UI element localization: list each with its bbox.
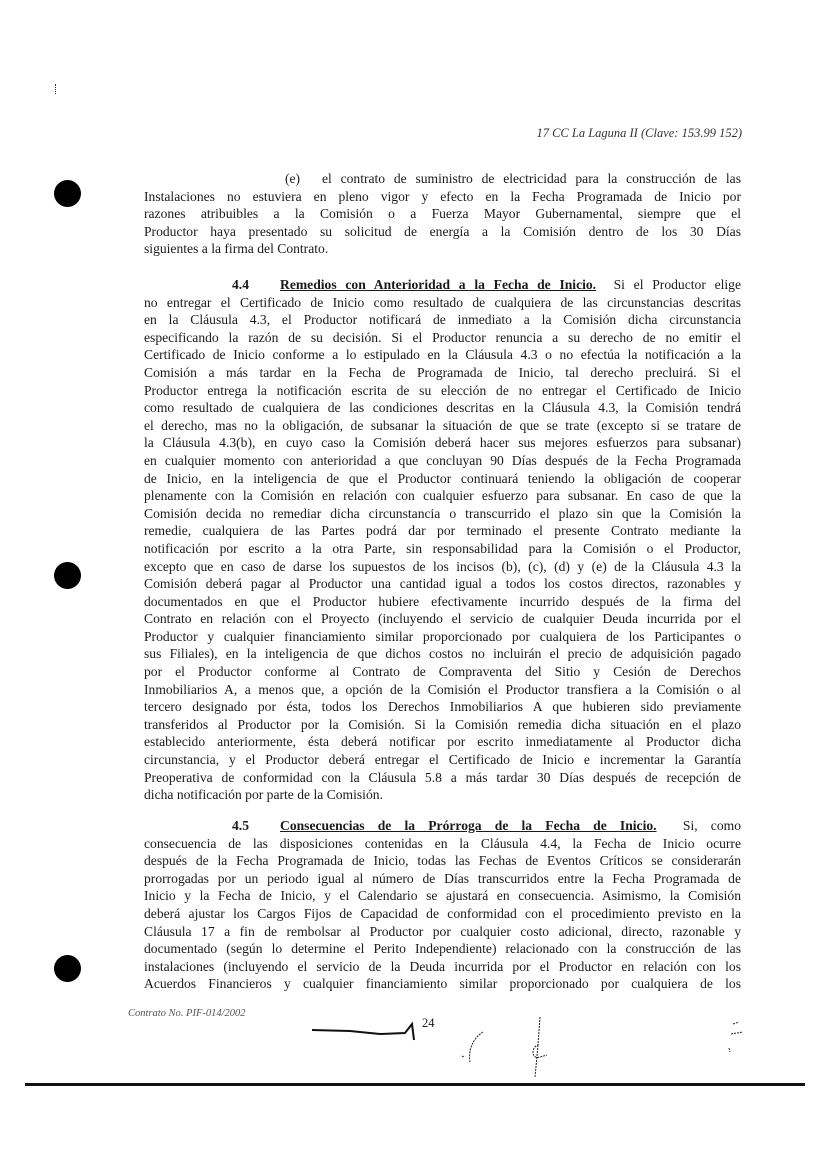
section-4-5-first-line: 4.5 Consecuencias de la Prórroga de la Fecha de Inicio. Si, como — [232, 818, 742, 833]
bottom-rule — [25, 1083, 805, 1086]
section-4-5-number: 4.5 — [232, 818, 249, 833]
section-4-5-line: documentado (según lo determine el Perito Independiente) relacionado con la construcción de las — [144, 941, 741, 957]
clause-e-line: razones atribuibles a la Comisión o a Fuerza Mayor Gubernamental, siempre que el — [144, 206, 741, 222]
section-4-4-line: Certificado de Inicio conforme a lo estipulado en la Cláusula 4.3 o no efectúa la notificación a la — [144, 347, 741, 363]
contract-number: Contrato No. PIF-014/2002 — [128, 1008, 246, 1019]
page-number: 24 — [422, 1016, 435, 1030]
initial-signature-3 — [525, 1015, 555, 1080]
section-4-4-line: Comisión decida no remediar dicha circunstancia o transcurrido el plazo sin que la Comisión la — [144, 505, 741, 521]
section-4-4-line: plenamente con la Comisión en relación con cualquier esfuerzo para subsanar. En caso de que la — [144, 488, 741, 504]
clause-e-line: Productor haya presentado su solicitud de energía a la Comisión dentro de los 30 Días — [144, 223, 741, 239]
section-4-4-line: especificando la razón de su decisión. Si el Productor renuncia a su derecho de no emitir el — [144, 329, 741, 345]
section-4-4-number: 4.4 — [232, 277, 249, 292]
clause-e-line-1: (e) el contrato de suministro de electricidad para la construcción de las — [285, 171, 741, 186]
section-4-5-heading: Consecuencias de la Prórroga de la Fecha de Inicio. — [280, 818, 657, 833]
section-4-4-line: Comisión a más tardar en la Fecha de Programada de Inicio, tal derecho precluirá. Si el — [144, 364, 741, 380]
section-4-4-line: documentados en que el Productor hubiere efectivamente incurrido después de la firma del — [144, 593, 741, 609]
document-reference-header: 17 CC La Laguna II (Clave: 153.99 152) — [536, 126, 742, 140]
section-4-4-line: Productor entrega la notificación escrita de su elección de no entregar el Certificado de Inicio — [144, 382, 741, 398]
punch-hole-middle — [54, 562, 81, 589]
section-4-5-line: deberá ajustar los Cargos Fijos de Capacidad de conformidad con el procedimiento previsto en la — [144, 905, 741, 921]
section-4-4-first-line: 4.4 Remedios con Anterioridad a la Fecha de Inicio. Si el Productor elige — [232, 277, 742, 292]
section-4-4-line: Preoperativa de conformidad con la Cláusula 5.8 a más tardar 30 Días después de recepción de — [144, 769, 741, 785]
section-4-4-line: excepto que en caso de darse los supuestos de los incisos (b), (c), (d) y (e) de la Cláusula 4.3 la — [144, 558, 741, 574]
clause-e-line: Instalaciones no estuviera en pleno vigor y efecto en la Fecha Programada de Inicio por — [144, 188, 741, 204]
section-4-4-line: sus Filiales), en la inteligencia de que dichos costos no incluirán el precio de adquisición pagado — [144, 646, 741, 662]
section-4-4-line: Contrato en relación con el Proyecto (incluyendo el servicio de cualquier Deuda incurrida por el — [144, 611, 741, 627]
scan-speck — [55, 84, 57, 94]
section-4-4-line: la Cláusula 4.3(b), en cuyo caso la Comisión deberá hacer sus mejores esfuerzos para subsanar) — [144, 435, 741, 451]
section-4-4 — [144, 276, 741, 804]
section-4-4-line: el derecho, mas no la obligación, de subsanar la situación de que se trate (excepto si se tratare de — [144, 417, 741, 433]
section-4-5-line: consecuencia de las disposiciones contenidas en la Cláusula 4.4, la Fecha de Inicio ocurre — [144, 835, 741, 851]
punch-hole-top — [54, 180, 81, 207]
section-4-4-line: Comisión deberá pagar al Productor una cantidad igual a todos los costos directos, razonables y — [144, 576, 741, 592]
section-4-4-heading: Remedios con Anterioridad a la Fecha de Inicio. — [280, 277, 597, 292]
initial-signature-2 — [458, 1030, 488, 1065]
initial-signature-4 — [725, 1020, 750, 1060]
section-4-4-line: notificación por escrito a la otra Parte, sin responsabilidad para la Comisión o el Productor, — [144, 540, 741, 556]
section-4-4-line: en la Cláusula 4.3, el Productor notificará de inmediato a la Comisión dicha circunstancia — [144, 312, 741, 328]
punch-hole-bottom — [54, 955, 81, 982]
section-4-4-line: no entregar el Certificado de Inicio como resultado de cualquiera de las circunstancias descritas — [144, 294, 741, 310]
section-4-5-line: después de la Fecha Programada de Inicio, todas las Fechas de Eventos Críticos se considerarán — [144, 853, 741, 869]
section-4-4-line: Inmobiliarios A, a menos que, a opción de la Comisión el Productor transfiera a la Comisión o al — [144, 681, 741, 697]
section-4-5 — [144, 817, 741, 993]
section-4-4-line: dicha notificación por parte de la Comisión. — [144, 787, 383, 803]
clause-e — [144, 170, 741, 258]
section-4-4-line: de Inicio, en la inteligencia de que el Productor continuará teniendo la obligación de cooperar — [144, 470, 741, 486]
section-4-4-line: transferidos al Productor por la Comisión. Si la Comisión remedia dicha situación en el plazo — [144, 716, 741, 732]
section-4-4-line: en cualquier momento con anterioridad a que concluyan 90 Días después de la Fecha Programada — [144, 452, 741, 468]
section-4-4-line: tercero designado por ésta, todos los Derechos Inmobiliarios A que hubieren sido previamente — [144, 699, 741, 715]
clause-e-line: siguientes a la firma del Contrato. — [144, 241, 329, 257]
section-4-4-line: como resultado de cualquiera de las condiciones descritas en la Cláusula 4.3, la Comisión tendrá — [144, 400, 741, 416]
clause-e-label: (e) — [285, 171, 301, 186]
section-4-4-line: por el Productor conforme al Contrato de Compraventa del Sitio y Cesión de Derechos — [144, 664, 741, 680]
section-4-4-line: remedie, cualquiera de las Partes podrá dar por terminado el presente Contrato mediante la — [144, 523, 741, 539]
signature-1 — [310, 1020, 420, 1050]
section-4-5-line: Cláusula 17 a fin de rembolsar al Productor por cualquier costo adicional, directo, razonable y — [144, 923, 741, 939]
section-4-4-line: establecido anteriormente, ésta deberá notificar por escrito inmediatamente al Productor dicha — [144, 734, 741, 750]
section-4-5-line: Acuerdos Financieros y cualquier financiamiento similar proporcionado por cualquiera de los — [144, 976, 741, 992]
section-4-4-line: circunstancia, y el Productor deberá entregar el Certificado de Inicio e incrementar la Garantía — [144, 752, 741, 768]
section-4-5-line: prorrogadas por un periodo igual al número de Días transcurridos entre la Fecha Programada de — [144, 870, 741, 886]
section-4-5-line: Inicio y la Fecha de Inicio, y el Calendario se ajustará en consecuencia. Asimismo, la Comisión — [144, 888, 741, 904]
section-4-4-line: Productor y cualquier financiamiento similar proporcionado por cualquiera de los Participantes o — [144, 628, 741, 644]
section-4-5-line: instalaciones (incluyendo el servicio de la Deuda incurrida por el Productor en relación con los — [144, 958, 741, 974]
